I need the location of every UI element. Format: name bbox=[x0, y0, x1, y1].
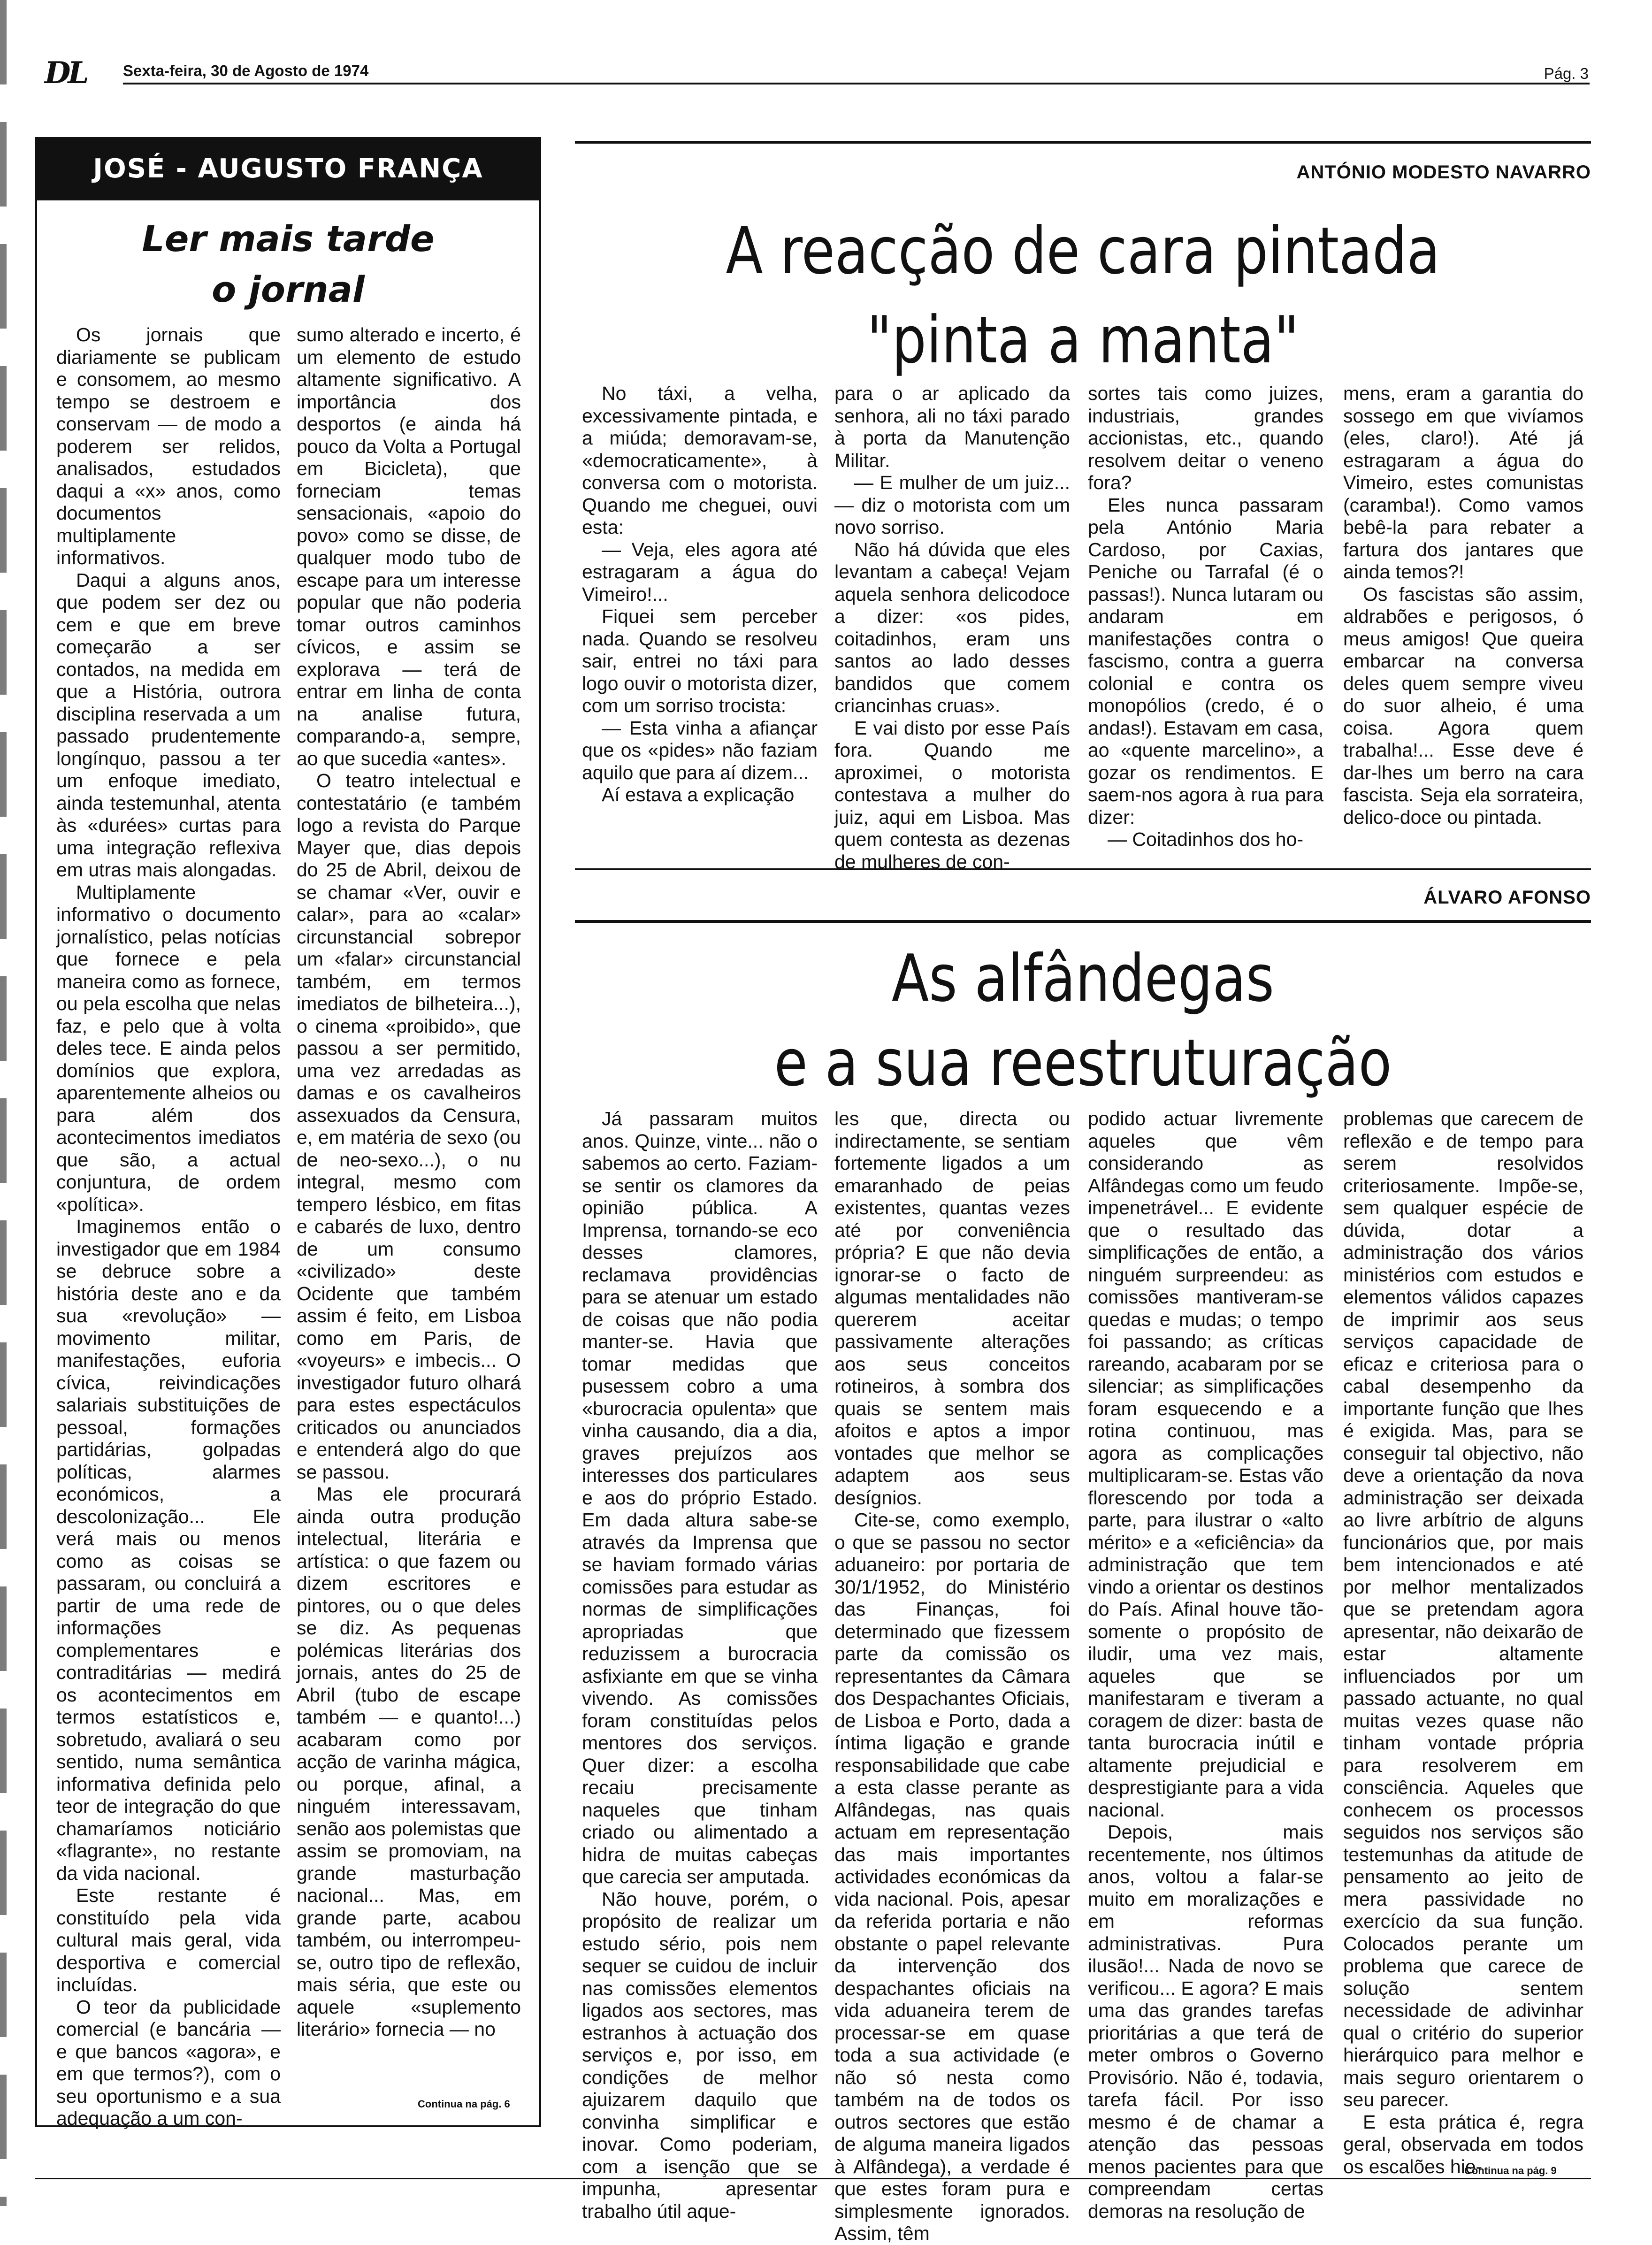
left-article-author: JOSÉ - AUGUSTO FRANÇA bbox=[35, 137, 541, 200]
top-article-rule bbox=[575, 141, 1591, 144]
paragraph: Cite-se, como exemplo, o que se passou no sector aduaneiro: por portaria de 30/1/1952, do Ministério das Finanças, foi determinado que fizessem parte da comissão os representantes da Câmara dos Despachantes Oficiais, de Lisboa e Porto, dada a íntima ligação e grande responsabilidade que cabe a esta classe perante as Alfândegas, nas quais actuam em representação das mais importantes actividades económicas da vida nacional. Pois, apesar da referida portaria e não obstante o papel relevante da intervenção dos despachantes oficiais na vida aduaneira terem de processar-se em quase toda a sua actividade (e não só nesta como também na de todos os outros sectores que estão de alguma maneira ligados à Alfândega), a verdade é que estes foram pura e simplesmente ignorados. Assim, têm bbox=[834, 1509, 1070, 2244]
paragraph: Mas ele procurará ainda outra produção intelectual, literária e artística: o que fazem ou dizem escritores e pintores, ou o que deles se diz. As pequenas polémicas literárias dos jornais, antes do 25 de Abril (tubo de escape também — e quanto!...) acabaram como por acção de varinha mágica, ou porque, afinal, a ninguém interessavam, senão aos polemistas que assim se promoviam, na grande masturbação nacional... Mas, em grande parte, acabou também, ou interrompeu-se, outro tipo de reflexão, mais séria, que este ou aquele «suplemento literário» fornecia — no bbox=[297, 1483, 521, 2040]
section-divider bbox=[575, 868, 1591, 870]
paragraph: sumo alterado e incerto, é um elemento de estudo altamente significativo. A importância dos desportos (e ainda há pouco da Volta a Portugal em Bicicleta), que forneciam temas sensacionais, «apoio do povo» como se disse, de qualquer modo tubo de escape para um interesse popular que não poderia tomar outros caminhos cívicos, e assim se explorava — terá de entrar em linha de conta na analise futura, comparando-a, sempre, ao que sucedia «antes». bbox=[297, 324, 521, 769]
paragraph: mens, eram a garantia do sossego em que vivíamos (eles, claro!). Até já estragaram a água do Vimeiro, estes comunistas (caramba!). Como vamos bebê-la para rebater a fartura dos jantares que ainda temos?! bbox=[1343, 383, 1583, 582]
page-edge-marks bbox=[0, 0, 7, 2206]
paragraph: E vai disto por esse País fora. Quando me aproximei, o motorista contestava a mulher do juiz, aqui em Lisboa. Mas quem contesta as dezenas de mulheres de con- bbox=[834, 717, 1070, 873]
paragraph: Imaginemos então o investigador que em 1984 se debruce sobre a história deste ano e da sua «revolução» — movimento militar, manifestações, euforia cívica, reivindicações salariais substituições de pessoal, formações partidárias, golpadas políticas, alarmes económicos, a descolonização... Ele verá mais ou menos como as coisas se passaram, ou concluirá a partir de uma rede de informações complementares e contraditárias — medirá os acontecimentos em termos estatísticos e, sobretudo, avaliará o seu sentido, numa semântica informativa definida pelo teor de integração do que chamaríamos noticiário «flagrante», no restante da vida nacional. bbox=[56, 1216, 281, 1884]
bottom-article-column-2 bbox=[834, 1108, 1070, 2245]
left-title-line1: Ler mais tarde bbox=[142, 218, 435, 260]
left-article-column-1 bbox=[56, 324, 281, 2130]
bottom-headline-line2: e a sua reestruturação bbox=[774, 1025, 1392, 1101]
paragraph: Não houve, porém, o propósito de realizar um estudo sério, pois nem sequer se cuidou de incluir nas comissões elementos ligados aos sectores, mas estranhos à actuação dos serviços e, por isso, em condições de melhor ajuizarem daquilo que convinha simplificar e inovar. Como poderiam, com a isenção que se impunha, apresentar trabalho útil aque- bbox=[582, 1888, 818, 2222]
page-bottom-rule bbox=[35, 2178, 1591, 2179]
left-title-line2: o jornal bbox=[212, 268, 365, 310]
bottom-article-column-4 bbox=[1343, 1108, 1583, 2178]
bottom-headline-line1: As alfândegas bbox=[891, 941, 1275, 1016]
top-article-byline: ANTÓNIO MODESTO NAVARRO bbox=[1296, 162, 1591, 183]
paragraph: O teor da publicidade comercial (e bancária — e que bancos «agora», e em que termos?), com o seu oportunismo e a sua adequação a um con- bbox=[56, 1996, 281, 2129]
top-article-column-1 bbox=[582, 383, 818, 806]
paragraph: Já passaram muitos anos. Quinze, vinte... não o sabemos ao certo. Faziam-se sentir os clamores da opinião pública. A Imprensa, tornando-se eco desses clamores, reclamava providências para se atenuar um estado de coisas que não podia manter-se. Havia que tomar medidas que pusessem cobro a uma «burocracia opulenta» que vinha causando, dia a dia, graves prejuízos aos interesses dos particulares e aos do próprio Estado. Em dada altura sabe-se através da Imprensa que se haviam formado várias comissões para estudar as normas de simplificações apropriadas que reduzissem a burocracia asfixiante em que se vinha vivendo. As comissões foram constituídas pelos mentores dos serviços. Quer dizer: a escolha recaiu precisamente naqueles que tinham criado ou alimentado a hidra de muitas cabeças que carecia ser amputada. bbox=[582, 1108, 818, 1887]
paragraph: Multiplamente informativo o documento jornalístico, pelas notícias que fornece e pela maneira como as fornece, ou pela escolha que nelas faz, e pelo que à volta deles tece. E ainda pelos domínios que explora, aparentemente alheios ou para além dos acontecimentos imediatos que são, a actual conjuntura, de ordem «política». bbox=[56, 881, 281, 1215]
paragraph: E esta prática é, regra geral, observada em todos os escalões hie- bbox=[1343, 2111, 1583, 2177]
top-article-column-4 bbox=[1343, 383, 1583, 828]
paragraph: les que, directa ou indirectamente, se sentiam fortemente ligados a um emaranhado de peias existentes, quantas vezes até por conveniência própria? E que não devia ignorar-se o facto de algumas mentalidades não quererem aceitar passivamente alterações aos seus conceitos rotineiros, à sombra dos quais se sentem mais afoitos e aptos a impor vontades que melhor se adaptem aos seus desígnios. bbox=[834, 1108, 1070, 1509]
bottom-article-column-3 bbox=[1088, 1108, 1323, 2222]
paragraph: — Coitadinhos dos ho- bbox=[1108, 828, 1304, 850]
paragraph: Aí estava a explicação bbox=[602, 784, 795, 805]
dateline: Sexta-feira, 30 de Agosto de 1974 bbox=[123, 62, 369, 79]
paragraph: O teatro intelectual e contestatário (e também logo a revista do Parque Mayer que, dias depois do 25 de Abril, deixou de se chamar «Ver, ouvir e calar», para ao «calar» circunstancial sobrepor um «falar» circunstancial também, em termos imediatos de bilheteira...), o cinema «proibido», que passou a ser permitido, uma vez arredadas as damas e os cavalheiros assexuados da Censura, e, em matéria de sexo (ou de neo-sexo...), o nu integral, mesmo com tempero lésbico, em fitas e cabarés de luxo, dentro de um consumo «civilizado» deste Ocidente que também assim é feito, em Lisboa como em Paris, de «voyeurs» e imbecis... O investigador futuro olhará para estes espectáculos criticados ou anunciados e entenderá algo do que se passou. bbox=[297, 770, 521, 1483]
page-number: Pág. 3 bbox=[1544, 65, 1589, 82]
bottom-article-column-1 bbox=[582, 1108, 818, 2222]
paragraph: sortes tais como juizes, industriais, grandes accionistas, etc., quando resolvem deitar o veneno fora? bbox=[1088, 383, 1323, 493]
paragraph: Este restante é constituído pela vida cultural mais geral, vida desportiva e comercial incluídas. bbox=[56, 1885, 281, 1995]
bottom-article-rule bbox=[575, 920, 1591, 923]
left-article-column-2 bbox=[297, 324, 521, 2041]
masthead-rule bbox=[123, 83, 1590, 84]
paragraph: No táxi, a velha, excessivamente pintada, e a miúda; demoravam-se, «democraticamente», à conversa com o motorista. Quando me cheguei, ouvi esta: bbox=[582, 383, 818, 538]
paragraph: — E mulher de um juiz... — diz o motorista com um novo sorriso. bbox=[834, 472, 1070, 538]
paragraph: problemas que carecem de reflexão e de tempo para serem resolvidos criteriosamente. Impõe-se, sem qualquer espécie de dúvida, dotar a administração dos vários ministérios com estudos e elementos válidos capazes de imprimir aos seus serviços capacidade de eficaz e criteriosa para o cabal desempenho da importante função que lhes é exigida. Mas, para se conseguir tal objectivo, não deve a orientação da nova administração ser deixada ao livre arbítrio de alguns funcionários que, por mais bem intencionados e até por melhor mentalizados que se pretendam agora apresentar, não deixarão de estar altamente influenciados por um passado actuante, no qual muitas vezes quase não tinham vontade própria para resolverem em consciência. Aqueles que conhecem os processos seguidos nos serviços são testemunhas da atitude de pensamento ao jeito de mera passividade no exercício da sua função. Colocados perante um problema que carece de solução sentem necessidade de adivinhar qual o critério do superior hierárquico para melhor e mais seguro orientarem o seu parecer. bbox=[1343, 1108, 1583, 2110]
top-headline-line1: A reacção de cara pintada bbox=[726, 213, 1440, 289]
paragraph: para o ar aplicado da senhora, ali no táxi parado à porta da Manutenção Militar. bbox=[834, 383, 1070, 471]
top-article-column-3 bbox=[1088, 383, 1323, 851]
paragraph: — Veja, eles agora até estragaram a água do Vimeiro!... bbox=[582, 538, 818, 605]
bottom-continua-note: Continua na pág. 9 bbox=[1464, 2165, 1557, 2176]
paragraph: Daqui a alguns anos, que podem ser dez ou cem e que em breve começarão a ser contados, na medida em que a História, outrora disciplina reservada a um passado prudentemente longínquo, passou a ter um enfoque imediato, ainda testemunhal, atenta às «durées» curtas para uma integração reflexiva em utras mais alongadas. bbox=[56, 569, 281, 881]
paragraph: Fiquei sem perceber nada. Quando se resolveu sair, entrei no táxi para logo ouvir o motorista dizer, com um sorriso trocista: bbox=[582, 605, 818, 716]
top-headline-line2: "pinta a manta" bbox=[866, 302, 1300, 378]
paragraph: Depois, mais recentemente, nos últimos anos, voltou a falar-se muito em moralizações e em reformas administrativas. Pura ilusão!... Nada de novo se verificou... E agora? E mais uma das grandes tarefas prioritárias a que terá de meter ombros o Governo Provisório. Não é, todavia, tarefa fácil. Por isso mesmo é de chamar a atenção das pessoas menos pacientes para que compreendam certas demoras na resolução de bbox=[1088, 1821, 1323, 2222]
left-continua-note: Continua na pág. 6 bbox=[418, 2098, 510, 2110]
left-article-title bbox=[35, 214, 541, 315]
paragraph: Os jornais que diariamente se publicam e consomem, ao mesmo tempo se destroem e conservam — de modo a poderem ser relidos, analisados, estudados daqui a «x» anos, como documentos multiplamente informativos. bbox=[56, 324, 281, 568]
paragraph: Os fascistas são assim, aldrabões e perigosos, ó meus amigos! Que queira embarcar na conversa deles quem sempre viveu do suor alheio, é uma coisa. Agora quem trabalha!... Esse deve é dar-lhes um berro na cara fascista. Seja ela sorrateira, delico-doce ou pintada. bbox=[1343, 583, 1583, 828]
bottom-article-byline: ÁLVARO AFONSO bbox=[1423, 887, 1591, 908]
paragraph: Eles nunca passaram pela António Maria Cardoso, por Caxias, Peniche ou Tarrafal (é o passas!). Nunca lutaram ou andaram em manifestações contra o fascismo, contra a guerra colonial e contra os monopólios (credo, é o andas!). Estavam em casa, ao «quente marcelino», a gozar os rendimentos. E saem-nos agora à rua para dizer: bbox=[1088, 494, 1323, 828]
paragraph: podido actuar livremente aqueles que vêm considerando as Alfândegas como um feudo impenetrável... E evidente que o resultado das simplificações de então, a ninguém surpreendeu: as comissões mantiveram-se quedas e mudas; o tempo foi passando; as críticas rareando, acabaram por se silenciar; as simplificações foram esquecendo e a rotina continuou, mas agora as complicações multiplicaram-se. Estas vão florescendo por toda a parte, para ilustrar o «alto mérito» e a «eficiência» da administração que tem vindo a orientar os destinos do País. Afinal houve tão-somente o propósito de iludir, uma vez mais, aqueles que se manifestaram e tiveram a coragem de dizer: basta de tanta burocracia inútil e altamente prejudicial e desprestigiante para a vida nacional. bbox=[1088, 1108, 1323, 1821]
paragraph: Não há dúvida que eles levantam a cabeça! Vejam aquela senhora delicodoce a dizer: «os pides, coitadinhos, eram uns santos ao lado desses bandidos que comem criancinhas cruas». bbox=[834, 538, 1070, 716]
paragraph: — Esta vinha a afiançar que os «pides» não faziam aquilo que para aí dizem... bbox=[582, 717, 818, 783]
newspaper-logo: DL bbox=[45, 55, 86, 91]
top-article-column-2 bbox=[834, 383, 1070, 873]
